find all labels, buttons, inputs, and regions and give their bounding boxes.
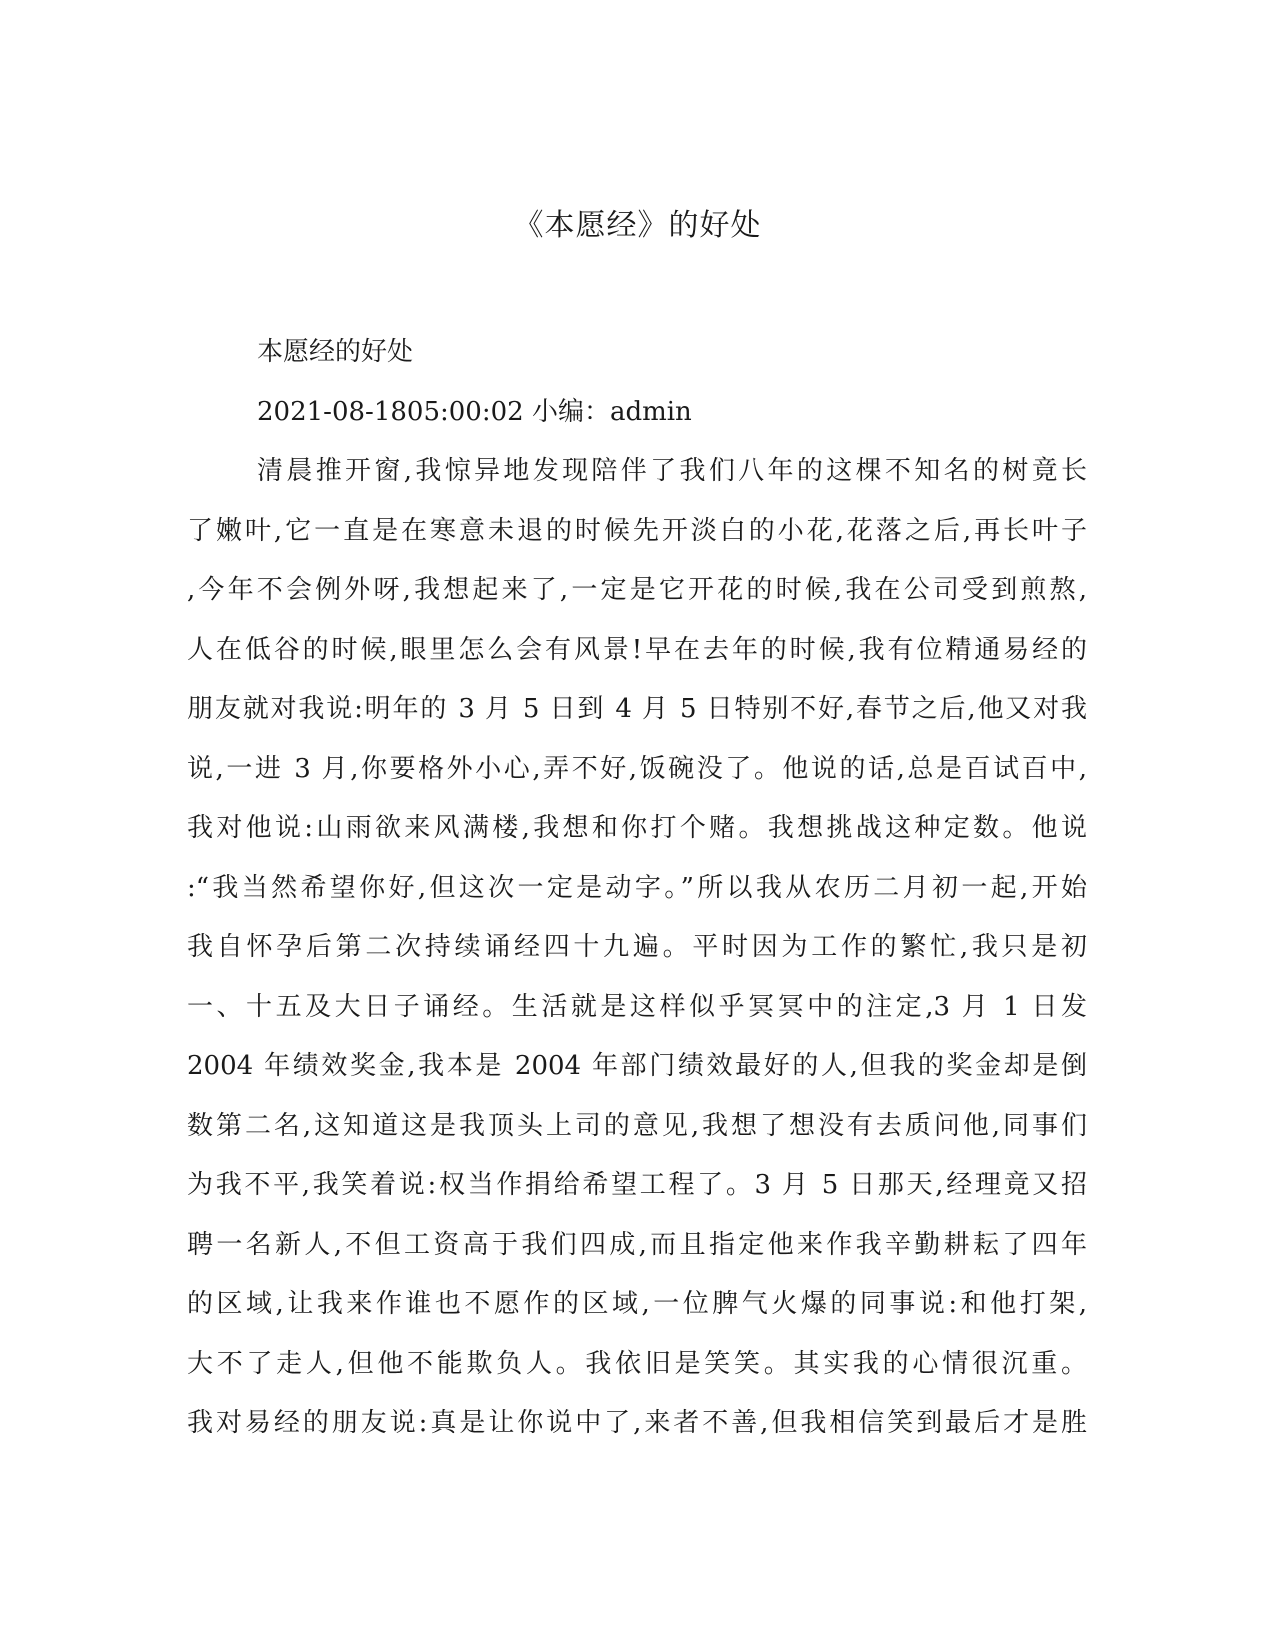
body-line: 我对他说:山雨欲来风满楼,我想和你打个赌。我想挑战这种定数。他说 xyxy=(187,813,1087,843)
body-line: 清晨推开窗,我惊异地发现陪伴了我们八年的这棵不知名的树竟长 xyxy=(257,456,1087,486)
body-line: 说,一进 3 月,你要格外小心,弄不好,饭碗没了。他说的话,总是百试百中, xyxy=(187,753,1087,784)
body-line: 的区域,让我来作谁也不愿作的区域,一位脾气火爆的同事说:和他打架, xyxy=(187,1289,1087,1319)
body-line: :“我当然希望你好,但这次一定是动字。”所以我从农历二月初一起,开始 xyxy=(187,872,1087,903)
body-line: 为我不平,我笑着说:权当作捐给希望工程了。3 月 5 日那天,经理竟又招 xyxy=(187,1170,1087,1200)
document-meta: 2021-08-1805:00:02 小编：admin xyxy=(257,396,692,427)
body-line: 数第二名,这知道这是我顶头上司的意见,我想了想没有去质问他,同事们 xyxy=(187,1110,1087,1141)
body-line: 朋友就对我说:明年的 3 月 5 日到 4 月 5 日特别不好,春节之后,他又对我 xyxy=(187,694,1087,724)
body-line: 2004 年绩效奖金,我本是 2004 年部门绩效最好的人,但我的奖金却是倒 xyxy=(187,1051,1087,1081)
body-line: 聘一名新人,不但工资高于我们四成,而且指定他来作我辛勤耕耘了四年 xyxy=(187,1229,1087,1260)
body-line: 人在低谷的时候,眼里怎么会有风景!早在去年的时候,我有位精通易经的 xyxy=(187,634,1087,665)
body-line: 我对易经的朋友说:真是让你说中了,来者不善,但我相信笑到最后才是胜 xyxy=(187,1408,1087,1438)
document-title: 《本愿经》的好处 xyxy=(513,208,762,243)
document-body xyxy=(187,323,1087,1454)
document-subtitle: 本愿经的好处 xyxy=(257,337,414,367)
body-line: 了嫩叶,它一直是在寒意未退的时候先开淡白的小花,花落之后,再长叶子 xyxy=(187,515,1087,546)
body-line: 一、十五及大日子诵经。生活就是这样似乎冥冥中的注定,3 月 1 日发 xyxy=(187,991,1087,1022)
body-line: 大不了走人,但他不能欺负人。我依旧是笑笑。其实我的心情很沉重。 xyxy=(187,1348,1087,1379)
body-line: 我自怀孕后第二次持续诵经四十九遍。平时因为工作的繁忙,我只是初 xyxy=(187,932,1087,962)
body-line: ,今年不会例外呀,我想起来了,一定是它开花的时候,我在公司受到煎熬, xyxy=(187,575,1087,605)
